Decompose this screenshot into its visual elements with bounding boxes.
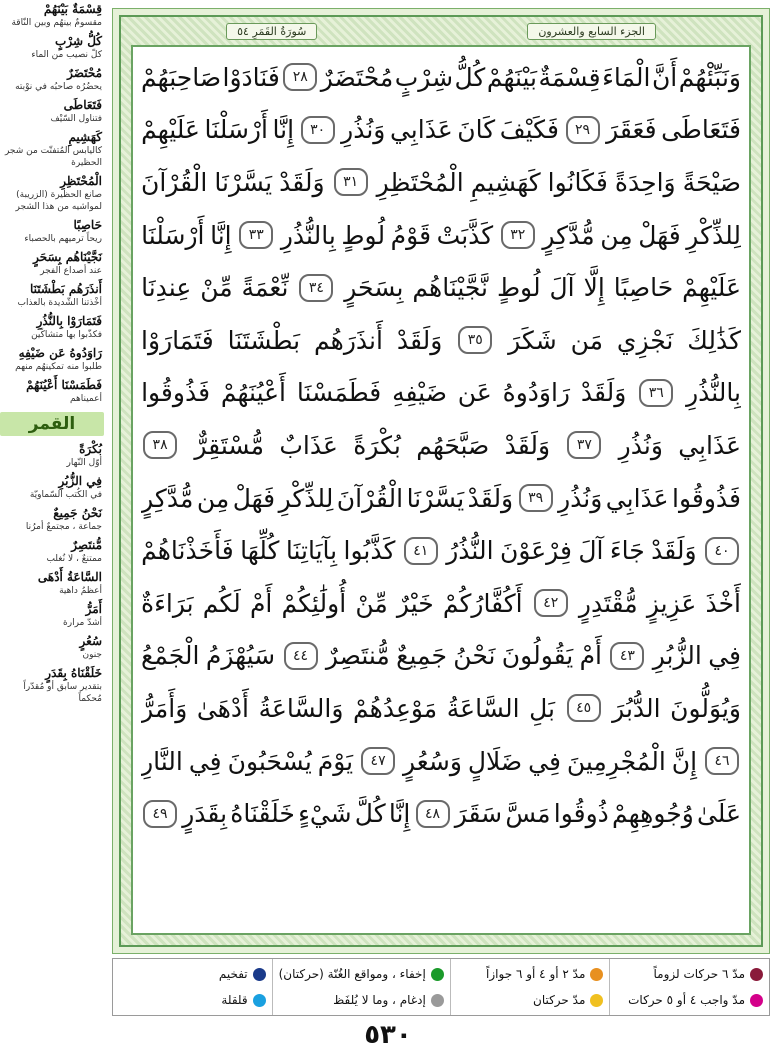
quran-word: بُكْرَةً <box>353 430 401 460</box>
quran-word: نَحْنُ <box>453 641 496 671</box>
glossary-column <box>0 0 104 960</box>
quran-word: وُجُوهِهِمْ <box>611 799 694 829</box>
gloss-meaning: في الكُتب السّماويّة <box>29 490 102 500</box>
ayah-number-marker: ٣٥ <box>458 326 492 354</box>
gloss-item <box>0 344 104 376</box>
quran-word: خَلَقْنَاهُ <box>230 799 295 829</box>
gloss-word: نَجَّيْنَاهُم بِسَحَرٍ <box>33 250 102 264</box>
ayah-number-marker: ٣٧ <box>567 431 601 459</box>
gloss-item <box>0 376 104 408</box>
gloss-meaning: أوّل النّهار <box>66 458 102 468</box>
gloss-meaning: أعظمُ داهية <box>59 586 102 596</box>
quran-line <box>141 787 741 840</box>
legend-entry <box>457 967 604 981</box>
quran-word: صَيْحَةً <box>682 167 741 197</box>
ayah-number-marker: ٤٧ <box>361 747 395 775</box>
legend-color-dot-icon <box>590 994 603 1007</box>
gloss-item <box>0 0 104 32</box>
quran-word: بِآيَاتِنَا <box>285 536 338 566</box>
quran-line <box>141 104 741 157</box>
quran-word: إِلَّا <box>583 273 605 303</box>
quran-line <box>141 524 741 577</box>
quran-word: وَلَقَدْ <box>396 325 443 355</box>
quran-word: عَلَيْهِمْ <box>141 115 200 145</box>
legend-label: مدّ ٦ حركات لزوماً <box>653 967 745 981</box>
gloss-meaning: فتناول السّيْف <box>50 114 102 124</box>
page-number: ٥٣٠ <box>364 1020 412 1050</box>
gloss-meaning: يحضُرُه صاحبُه في نوْبته <box>15 82 102 92</box>
quran-word: أَنَّ <box>651 62 678 92</box>
gloss-word: حَاصِبًا <box>73 218 102 232</box>
quran-word: وَلَقَدْ <box>467 483 514 513</box>
gloss-meaning: ممتنعٌ ، لا نُغلب <box>46 554 102 564</box>
ayah-number-marker: ٢٨ <box>283 63 317 91</box>
quran-word: فَتَعَاطَى <box>661 115 741 145</box>
quran-word: أَخْذَ <box>705 588 741 618</box>
quran-text-area <box>131 45 751 935</box>
quran-word: بَطْشَتَنَا <box>227 325 301 355</box>
gloss-meaning: عند أصداع الفجر <box>40 266 102 276</box>
quran-word: مِن <box>600 220 633 250</box>
gloss-item <box>0 664 104 708</box>
quran-word: فَتَمَارَوْا <box>141 325 214 355</box>
quran-word: لُوطٍ <box>496 273 541 303</box>
gloss-item <box>0 64 104 96</box>
quran-word: إِنَّ <box>671 746 698 776</box>
ayah-number-marker: ٣٠ <box>301 116 335 144</box>
ayah-number-marker: ٣٢ <box>501 221 535 249</box>
quran-word: يَقُولُونَ <box>501 641 574 671</box>
quran-word: آلَ <box>578 536 604 566</box>
quran-word: ضَلَالٍ <box>467 746 523 776</box>
quran-word: أَدْهَىٰ <box>196 693 249 723</box>
quran-word: لَكُم <box>202 588 241 618</box>
quran-word: فِي <box>708 641 741 671</box>
quran-word: عَذَابٌ <box>279 430 338 460</box>
quran-word: فِي <box>188 746 222 776</box>
quran-word: نَّجَّيْنَاهُم <box>412 273 489 303</box>
quran-word: كُلُّ <box>454 62 486 92</box>
quran-word: جَاءَ <box>609 536 645 566</box>
gloss-item <box>0 472 104 504</box>
legend-label: مدّ ٢ أو ٤ أو ٦ جوازاً <box>486 967 586 981</box>
ayah-number-marker: ٤٢ <box>534 589 568 617</box>
quran-word: وَلَقَدْ <box>651 536 697 566</box>
quran-word: لِلذِّكْرِ <box>686 220 741 250</box>
ayah-number-marker: ٤٩ <box>143 800 177 828</box>
legend-entry <box>279 967 444 981</box>
quran-word: كَانَ <box>457 115 496 145</box>
gloss-meaning: كلّ نصيب من الماء <box>31 50 102 60</box>
quran-line <box>141 735 741 788</box>
quran-word: وَنُذُرِ <box>341 115 386 145</box>
gloss-word: أَنذَرَهُم بَطْشَتَنَا <box>29 282 102 296</box>
gloss-item <box>0 632 104 664</box>
quran-word: عَذَابِي <box>605 483 669 513</box>
quran-word: يُسْحَبُونَ <box>227 746 312 776</box>
quran-word: الْجَمْعُ <box>141 641 200 671</box>
quran-word: بَلِ <box>529 693 556 723</box>
quran-word: رَاوَدُوهُ <box>502 378 571 408</box>
gloss-meaning: جنون <box>82 650 102 660</box>
legend-color-dot-icon <box>431 994 444 1007</box>
gloss-word: سُعُرٍ <box>79 634 102 648</box>
legend-color-dot-icon <box>750 968 763 981</box>
quran-line <box>141 577 741 630</box>
gloss-word: خَلَقْنَاهُ بِقَدَرٍ <box>45 666 102 680</box>
legend-label: قلقلة <box>221 993 248 1007</box>
quran-word: مُّنتَصِرٌ <box>325 641 390 671</box>
tajweed-legend <box>112 958 770 1016</box>
gloss-item <box>0 568 104 600</box>
quran-word: إِنَّا <box>388 799 411 829</box>
quran-word: بَرَاءَةٌ <box>141 588 194 618</box>
quran-word: سَيُهْزَمُ <box>205 641 276 671</box>
quran-word: مُّدَّكِرٍ <box>141 483 194 513</box>
gloss-word: فِي الزُّبُرِ <box>58 474 102 488</box>
gloss-word: أَمَرُّ <box>85 602 102 616</box>
quran-word: وَنُذُرِ <box>558 483 603 513</box>
quran-word: كَذَّبَتْ <box>436 220 494 250</box>
gloss-item <box>0 600 104 632</box>
gloss-item <box>0 248 104 280</box>
quran-word: وَلَقَدْ <box>580 378 627 408</box>
gloss-item <box>0 172 104 216</box>
page-frame <box>112 8 770 954</box>
quran-word: أَمْ <box>249 588 273 618</box>
quran-word: كَذَّبُوا <box>343 536 396 566</box>
quran-line <box>141 367 741 420</box>
quran-word: عَلَيْهِمْ <box>682 273 741 303</box>
quran-word: بِقَدَرٍ <box>182 799 228 829</box>
ayah-number-marker: ٢٩ <box>566 116 600 144</box>
gloss-word: كُلُّ شِرْبٍ <box>55 34 102 48</box>
quran-word: النُّذُرُ <box>446 536 494 566</box>
quran-word: كَذَٰلِكَ <box>687 325 741 355</box>
page-border <box>119 15 763 947</box>
legend-label: إدغام ، وما لا يُلفَظ <box>333 993 426 1007</box>
gloss-word: فَتَعَاطَى <box>63 98 102 112</box>
quran-word: إِنَّا <box>272 115 295 145</box>
quran-word: مَوْعِدُهُمْ <box>353 693 438 723</box>
gloss-word: السَّاعَةُ أَدْهَى <box>37 570 102 584</box>
quran-word: وَأَمَرُّ <box>141 693 188 723</box>
quran-word: مِّنْ <box>200 273 233 303</box>
legend-label: تفخيم <box>218 967 248 981</box>
quran-word: فَأَخَذْنَاهُمْ <box>141 536 234 566</box>
quran-word: لُوطٍ <box>341 220 386 250</box>
quran-line <box>141 419 741 472</box>
quran-word: فَكَانُوا <box>547 167 608 197</box>
gloss-word: فَتَمَارَوْا بِالنُّذُرِ <box>36 314 102 328</box>
gloss-word: قِسْمَةٌ بَيْنَهُمْ <box>43 2 102 16</box>
quran-word: أَكُفَّارُكُمْ <box>442 588 523 618</box>
gloss-meaning: بتقدير سابق أو مُقدّراً مُحكماً <box>23 682 102 704</box>
legend-color-dot-icon <box>750 994 763 1007</box>
ayah-number-marker: ٤٤ <box>284 642 318 670</box>
quran-word: يَسَّرْنَا <box>406 483 465 513</box>
quran-line <box>141 209 741 262</box>
legend-color-dot-icon <box>253 994 266 1007</box>
legend-color-dot-icon <box>590 968 603 981</box>
quran-word: سَقَرَ <box>454 799 503 829</box>
quran-word: وَيُوَلُّونَ <box>670 693 741 723</box>
quran-word: بَيْنَهُمْ <box>486 62 538 92</box>
ayah-number-marker: ٣٤ <box>299 274 333 302</box>
quran-word: الزُّبُرِ <box>652 641 702 671</box>
quran-line <box>141 156 741 209</box>
quran-line <box>141 682 741 735</box>
quran-word: ذُوقُوا <box>553 799 609 829</box>
gloss-meaning: مقسومٌ بينهُم وبين النّاقة <box>11 18 102 28</box>
quran-word: شِرْبٍ <box>394 62 454 92</box>
quran-word: ضَيْفِهِ <box>392 378 447 408</box>
quran-line <box>141 630 741 683</box>
ayah-number-marker: ٤٠ <box>705 537 739 565</box>
gloss-meaning: طلبوا منه تمكينهُم منهم <box>15 362 102 372</box>
quran-word: وَلَقَدْ <box>504 430 551 460</box>
quran-word: أَمْ <box>579 641 603 671</box>
quran-word: وَاحِدَةً <box>614 167 676 197</box>
quran-word: حَاصِبًا <box>613 273 674 303</box>
gloss-word: كَهَشِيمِ <box>68 130 102 144</box>
quran-word: مَن <box>570 325 603 355</box>
quran-word: صَبَّحَهُم <box>416 430 490 460</box>
quran-word: فَطَمَسْنَا <box>296 378 382 408</box>
quran-word: قَوْمُ <box>390 220 432 250</box>
quran-word: كَهَشِيمِ <box>470 167 541 197</box>
gloss-item <box>0 536 104 568</box>
quran-word: مِّنْ <box>355 588 388 618</box>
ayah-number-marker: ٤٨ <box>416 800 450 828</box>
quran-word: الدُّبُرَ <box>612 693 661 723</box>
quran-word: كُلِّهَا <box>240 536 280 566</box>
quran-word: فَهَلْ <box>638 220 681 250</box>
surah-label: سُورَةُ القَمَرِ ٥٤ <box>226 23 317 40</box>
quran-word: عَلَىٰ <box>696 799 741 829</box>
legend-entry <box>119 993 266 1007</box>
legend-color-dot-icon <box>253 968 266 981</box>
quran-word: السَّاعَةُ <box>446 693 520 723</box>
quran-word: الْمَاءَ <box>602 62 651 92</box>
ayah-number-marker: ٤٦ <box>705 747 739 775</box>
quran-word: أُولَٰئِكُمْ <box>281 588 347 618</box>
gloss-meaning: جماعة ، مجتمعٌ أمرُنا <box>25 522 102 532</box>
legend-color-dot-icon <box>431 968 444 981</box>
ayah-number-marker: ٣٨ <box>143 431 177 459</box>
quran-word: الْقُرْآنَ <box>141 167 208 197</box>
quran-word: وَنَبِّئْهُمْ <box>678 62 741 92</box>
quran-word: خَيْرٌ <box>396 588 434 618</box>
legend-entry <box>119 967 266 981</box>
quran-word: يَوْمَ <box>317 746 354 776</box>
gloss-meaning: أعميناهم <box>70 394 102 404</box>
quran-word: مُحْتَضَرٌ <box>320 62 394 92</box>
gloss-item <box>0 96 104 128</box>
quran-word: فَنَادَوْا <box>222 62 280 92</box>
ayah-number-marker: ٣٩ <box>519 484 553 512</box>
ayah-number-marker: ٤٣ <box>610 642 644 670</box>
gloss-item <box>0 312 104 344</box>
ayah-number-marker: ٣٦ <box>639 379 673 407</box>
gloss-meaning: أخْذتنا الشّديدة بالعذاب <box>17 298 102 308</box>
quran-word: أَرْسَلْنَا <box>141 220 205 250</box>
quran-word: فِرْعَوْنَ <box>499 536 572 566</box>
gloss-word: الْمُحْتَظِرِ <box>60 174 102 188</box>
quran-word: فَكَيْفَ <box>499 115 559 145</box>
gloss-item <box>0 280 104 312</box>
gloss-meaning: أشدّ مرارة <box>63 618 102 628</box>
quran-word: الْمُحْتَظِرِ <box>376 167 464 197</box>
gloss-word: رَاوَدُوهُ عَن ضَيْفِهِ <box>18 346 102 360</box>
quran-word: لِلذِّكْرِ <box>278 483 334 513</box>
quran-word: أَعْيُنَهُمْ <box>220 378 287 408</box>
quran-word: عَزِيزٍ <box>646 588 697 618</box>
quran-word: فَعَقَرَ <box>606 115 657 145</box>
quran-word: يَسَّرْنَا <box>214 167 273 197</box>
quran-word: مُّدَّكِرٍ <box>542 220 595 250</box>
juz-label: الجزء السابع والعشرون <box>527 23 656 40</box>
ayah-number-marker: ٤٥ <box>567 694 601 722</box>
quran-word: وَالسَّاعَةُ <box>258 693 344 723</box>
quran-word: وَنُذُرِ <box>618 430 663 460</box>
quran-word: قِسْمَةٌ <box>538 62 601 92</box>
quran-word: عَذَابِي <box>389 115 453 145</box>
quran-word: كُلَّ <box>354 799 386 829</box>
quran-word: نَجْزِي <box>616 325 674 355</box>
gloss-item <box>0 128 104 172</box>
quran-word: نِّعْمَةً <box>241 273 289 303</box>
quran-word: الْقُرْآنَ <box>336 483 404 513</box>
ayah-number-marker: ٤١ <box>404 537 438 565</box>
gloss-item <box>0 440 104 472</box>
legend-col-1 <box>609 959 769 1015</box>
gloss-word: فَطَمَسْنَا أَعْيُنَهُمْ <box>26 378 102 392</box>
legend-entry <box>457 993 604 1007</box>
gloss-word: مُّنتَصِرٌ <box>71 538 102 552</box>
gloss-word: نَحْنُ جَمِيعٌ <box>53 506 102 520</box>
ayah-number-marker: ٣٣ <box>239 221 273 249</box>
quran-word: فَذُوقُوا <box>141 378 211 408</box>
quran-word: شَكَرَ <box>508 325 557 355</box>
legend-label: مدّ حركتان <box>533 993 586 1007</box>
page-header <box>121 19 761 43</box>
quran-word: فَذُوقُوا <box>672 483 741 513</box>
quran-line <box>141 472 741 525</box>
legend-entry <box>616 967 763 981</box>
ayah-number-marker: ٣١ <box>334 168 368 196</box>
gloss-item <box>0 32 104 64</box>
quran-word: آلَ <box>549 273 575 303</box>
quran-word: عِندِنَا <box>141 273 192 303</box>
quran-word: مَسَّ <box>505 799 551 829</box>
gloss-word: بُكْرَةً <box>79 442 102 456</box>
quran-word: شَيْءٍ <box>298 799 352 829</box>
quran-line <box>141 261 741 314</box>
legend-entry <box>279 993 444 1007</box>
legend-col-4 <box>113 959 272 1015</box>
quran-word: عَن <box>457 378 492 408</box>
legend-label: إخفاء ، ومواقع الغُنّة (حركتان) <box>278 967 426 981</box>
surah-name-badge: القمر <box>0 412 104 436</box>
legend-entry <box>616 993 763 1007</box>
quran-line <box>141 51 741 104</box>
gloss-word: مُحْتَضَرٌ <box>67 66 102 80</box>
gloss-meaning: ريحاً ترميهم بالحصباء <box>24 234 102 244</box>
quran-word: الْمُجْرِمِينَ <box>566 746 666 776</box>
quran-word: صَاحِبَهُمْ <box>141 62 222 92</box>
quran-word: وَلَقَدْ <box>279 167 325 197</box>
quran-word: مِن <box>196 483 230 513</box>
quran-word: بِسَحَرٍ <box>344 273 404 303</box>
quran-word: مُّسْتَقِرٌّ <box>194 430 265 460</box>
quran-word: النَّارِ <box>141 746 183 776</box>
quran-word: مُّقْتَدِرٍ <box>578 588 638 618</box>
quran-word: بِالنُّذُرِ <box>686 378 741 408</box>
quran-word: فِي <box>528 746 561 776</box>
legend-label: مدّ واجب ٤ أو ٥ حركات <box>628 993 745 1007</box>
gloss-item <box>0 216 104 248</box>
quran-word: أَرْسَلْنَا <box>204 115 268 145</box>
quran-word: وَسُعُرٍ <box>403 746 462 776</box>
legend-col-3 <box>272 959 450 1015</box>
quran-word: جَمِيعٌ <box>396 641 447 671</box>
quran-word: إِنَّا <box>210 220 232 250</box>
gloss-meaning: فكذّبوا بها متشاكّين <box>31 330 102 340</box>
quran-line <box>141 314 741 367</box>
quran-word: فَهَلْ <box>232 483 276 513</box>
gloss-item <box>0 504 104 536</box>
quran-word: أَنذَرَهُم <box>314 325 383 355</box>
quran-word: بِالنُّذُرِ <box>280 220 336 250</box>
quran-word: عَذَابِي <box>678 430 741 460</box>
legend-col-2 <box>450 959 610 1015</box>
gloss-meaning: صانع الحظيرة (الزريبة) لمواشيه من هذا الشجر <box>15 190 102 212</box>
gloss-meaning: كاليابس المُتفتّت من شجر الحظيرة <box>4 146 102 168</box>
